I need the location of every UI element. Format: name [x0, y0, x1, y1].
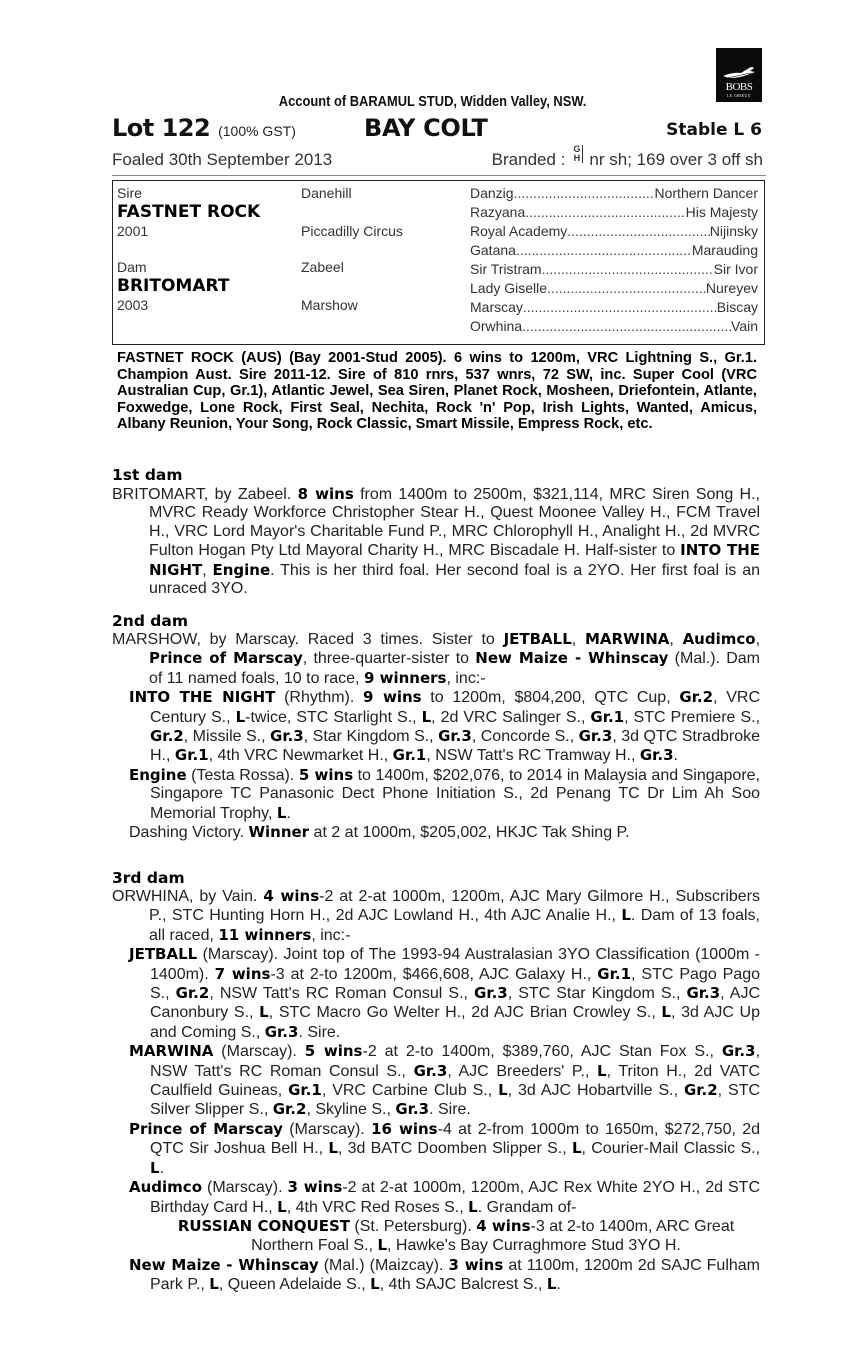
grade: Gr.3: [474, 984, 508, 1003]
text: Dashing Victory.: [129, 824, 249, 842]
grade: L: [209, 1275, 219, 1294]
winners-count: 11 winners: [218, 925, 312, 944]
text: , 3d AJC Up and Coming S.,: [150, 1004, 760, 1041]
grade: L: [370, 1275, 380, 1294]
wins: 7 wins: [214, 964, 271, 983]
wins: 5 wins: [298, 765, 354, 784]
text: to 1200m, $804,200, QTC Cup,: [421, 689, 680, 707]
text: .: [159, 1159, 165, 1177]
text: .: [286, 804, 291, 822]
grade: Gr.1: [174, 746, 209, 765]
grade: Gr.3: [270, 727, 304, 746]
text: (Marscay).: [202, 1179, 288, 1197]
text: BRITOMART, by Zabeel.: [112, 486, 298, 503]
spacer: [301, 240, 403, 258]
grade: Gr.1: [288, 1081, 322, 1100]
progeny-audimco: [112, 1178, 760, 1217]
progeny-russian-conquest: [112, 1217, 760, 1256]
wins: 8 wins: [297, 485, 354, 503]
grade: Gr.3: [395, 1100, 430, 1119]
grade: Gr.2: [679, 688, 714, 707]
grade: L: [328, 1139, 338, 1158]
sire-label: Sire: [117, 185, 142, 201]
grade: L: [150, 1158, 160, 1177]
leader-dots: [525, 203, 685, 222]
wins: 16 wins: [371, 1119, 438, 1138]
grade: Gr.3: [438, 727, 472, 746]
second-dam-heading: 2nd dam: [112, 612, 189, 630]
leader-dots: [567, 222, 709, 241]
text: , Queen Adelaide S.,: [218, 1276, 371, 1294]
text: , NSW Tatt's RC Roman Consul S.,: [150, 1043, 761, 1080]
text: (Marscay).: [213, 1043, 305, 1061]
text: , Courier-Mail Classic S.,: [581, 1140, 761, 1158]
text: MARSHOW, by Marscay. Raced 3 times. Sister to: [112, 631, 504, 648]
grade: L: [468, 1197, 478, 1216]
first-dam-heading: 1st dam: [112, 466, 183, 484]
text: (Rhythm).: [275, 689, 364, 707]
pedigree-row: [470, 241, 758, 260]
horse-name: JETBALL: [503, 630, 572, 648]
horse-name: Audimco: [129, 1178, 202, 1197]
stable-location: Stable L 6: [666, 120, 762, 140]
pedigree-table: [112, 180, 765, 345]
leader-dots: [522, 317, 731, 336]
grade: Gr.1: [392, 746, 427, 765]
granddam-maternal: Marshow: [301, 297, 358, 313]
third-dam-section: [112, 887, 760, 1295]
ancestor-sire: Vain: [731, 318, 758, 334]
second-dam-section: [112, 630, 760, 842]
pedigree-parents: [117, 184, 260, 314]
ancestor-sire: Nijinsky: [709, 223, 758, 239]
progeny-dashing-victory: [112, 823, 760, 842]
winner: Winner: [248, 823, 310, 842]
text: , Hawke's Bay Curraghmore Stud 3YO H.: [387, 1237, 681, 1255]
brand-description: nr sh; 169 over 3 off sh: [589, 150, 763, 169]
text: , inc:-: [311, 926, 351, 944]
grade: Gr.3: [721, 1042, 756, 1061]
text: ,: [202, 561, 213, 579]
text: -4 at 2-from 1000m to 1650m, $272,750, 2d QTC Sir Joshua Bell H.,: [150, 1120, 760, 1158]
ancestor: Marscay: [470, 299, 523, 315]
text: , Star Kingdom S.,: [303, 728, 439, 746]
grade: Gr.3: [578, 727, 613, 746]
ancestor-sire: Marauding: [691, 242, 758, 258]
grade: Gr.1: [597, 964, 632, 983]
text: (Testa Rossa).: [186, 766, 299, 784]
grade: Gr.3: [639, 746, 674, 765]
horse-name: Audimco: [682, 630, 756, 648]
ancestor-sire: Biscay: [716, 299, 758, 315]
progeny-engine: [112, 766, 760, 823]
ancestor: Royal Academy: [470, 223, 568, 239]
text: (Marscay). Joint top of The 1993-94 Australasian 3YO Classification (1000m - 1400m).: [150, 946, 760, 983]
pedigree-row: [470, 260, 758, 279]
text: , 3d BATC Doomben Slipper S.,: [337, 1140, 572, 1158]
text: , NSW Tatt's RC Tramway H.,: [426, 747, 640, 765]
text: , 3d QTC Stradbroke H.,: [150, 728, 761, 765]
text: .: [673, 747, 678, 765]
text: -twice, STC Starlight S.,: [245, 708, 422, 726]
grade: L: [421, 707, 432, 726]
horse-name: New Maize - Whinscay: [129, 1255, 319, 1274]
horse-name: MARWINA: [584, 630, 670, 648]
horse-name: RUSSIAN CONQUEST: [177, 1216, 350, 1235]
pedigree-row: [470, 203, 758, 222]
pedigree-great-grandparents: [470, 184, 758, 336]
spacer: [117, 240, 260, 258]
text: . Sire.: [429, 1101, 471, 1119]
grade: L: [597, 1061, 607, 1080]
text: from 1400m to 2500m, $321,114, MRC Siren Song H., MVRC Ready Workforce Christopher Stear H., Quest Moonee Valley H., FCM Travel H., VRC Lord Mayor's Charitable Fund P., MRC Chlorophyll H., Analight H., 2d MVRC Fulton Hogan Pty Ltd Mayoral Charity H., MRC Biscadale H. Half-sister to: [149, 486, 760, 560]
wins: 4 wins: [476, 1216, 531, 1235]
text: -3 at 2-to 1400m, ARC Great Northern Foal S.,: [251, 1217, 735, 1255]
grade: Gr.1: [590, 707, 625, 726]
grade: L: [546, 1275, 557, 1294]
horse-name: INTO THE NIGHT: [129, 688, 276, 707]
horse-name: JETBALL: [129, 945, 198, 964]
text: ,: [669, 631, 683, 648]
horse-name: Engine: [129, 765, 187, 784]
horse-sex-colour: BAY COLT: [364, 114, 488, 142]
grade: Gr.2: [175, 984, 210, 1003]
grade: L: [235, 707, 246, 726]
text: . Sire.: [298, 1023, 341, 1041]
ancestor: Orwhina: [470, 318, 523, 334]
grade: Gr.2: [683, 1081, 718, 1100]
sire-year: 2001: [117, 223, 149, 239]
dam-name: BRITOMART: [117, 276, 230, 296]
horse-name: MARWINA: [129, 1042, 214, 1061]
grade: L: [571, 1139, 582, 1158]
grandsire-maternal: Zabeel: [301, 259, 344, 275]
ancestor-sire: Sir Ivor: [713, 261, 758, 277]
branded-label: Branded :: [491, 150, 566, 169]
grade: L: [621, 906, 631, 925]
brand-mark-icon: [573, 145, 583, 163]
bird-logo-icon: [721, 64, 757, 82]
sire-name: FASTNET ROCK: [117, 202, 261, 222]
lot-number: [112, 114, 296, 142]
pedigree-row: [470, 184, 758, 203]
text: (St. Petersburg).: [349, 1217, 477, 1235]
first-dam-text: [112, 485, 760, 598]
wins: 4 wins: [263, 887, 320, 905]
text: -3 at 2-to 1200m, $466,608, AJC Galaxy H.,: [270, 965, 598, 983]
horse-name: Prince of Marscay: [149, 649, 303, 668]
text: -2 at 2-to 1400m, $389,760, AJC Stan Fox S.,: [362, 1043, 722, 1061]
text: , AJC Breeders' P.,: [447, 1062, 598, 1080]
pedigree-grandparents: [301, 184, 403, 314]
leader-dots: [514, 184, 655, 203]
text: , 4th VRC Newmarket H.,: [208, 747, 393, 765]
text: , inc:-: [446, 669, 486, 687]
spacer: [301, 202, 403, 222]
text: , STC Macro Go Welter H., 2d AJC Brian Crowley S.,: [268, 1004, 662, 1022]
granddam-paternal: Piccadilly Circus: [301, 223, 403, 239]
text: , STC Pago Pago S.,: [150, 965, 761, 1003]
brand-info: [491, 144, 763, 170]
text: ORWHINA, by Vain.: [112, 888, 264, 905]
horse-name: New Maize - Whinscay: [475, 649, 669, 668]
text: -2 at 2-at 1000m, 1200m, AJC Mary Gilmore H., Subscribers P., STC Hunting Horn H., 2d AJC Lowland H., 4th AJC Analie H.,: [149, 888, 761, 925]
text: , STC Star Kingdom S.,: [507, 985, 687, 1003]
text: (Mal.). Dam of 11 named foals, 10 to race,: [149, 650, 761, 687]
grade: Gr.2: [272, 1100, 307, 1119]
text: , 3d AJC Hobartville S.,: [507, 1082, 684, 1100]
pedigree-row: [470, 279, 758, 298]
logo-title: BOBS: [725, 81, 753, 93]
text: .: [556, 1276, 561, 1294]
foaling-date: Foaled 30th September 2013: [112, 150, 333, 169]
grade: Gr.3: [264, 1022, 299, 1041]
progeny-new-maize-whinscay: [112, 1256, 760, 1295]
progeny-jetball: [112, 945, 760, 1042]
grade: L: [377, 1236, 387, 1255]
grade: Gr.3: [413, 1061, 448, 1080]
third-dam-heading: 3rd dam: [112, 869, 185, 887]
header-divider: [112, 175, 766, 176]
horse-name: Prince of Marscay: [129, 1119, 283, 1138]
text: (Marscay).: [282, 1120, 372, 1138]
logo-subtitle: LE GRIEUX: [727, 93, 751, 98]
dam-label: Dam: [117, 259, 147, 275]
lot-label: Lot 122: [112, 114, 211, 142]
grade: Gr.3: [686, 984, 721, 1003]
wins: 9 wins: [363, 688, 422, 707]
ancestor-sire: Nureyev: [705, 280, 758, 296]
progeny-marwina: [112, 1042, 760, 1120]
text: , STC Premiere S.,: [624, 708, 761, 726]
text: ,: [755, 631, 761, 648]
gst-note: (100% GST): [218, 123, 296, 139]
grade: L: [259, 1003, 269, 1022]
leader-dots: [547, 279, 706, 298]
text: , VRC Century S.,: [150, 689, 761, 726]
ancestor-sire: His Majesty: [685, 204, 758, 220]
second-dam-intro: [112, 630, 760, 688]
ancestor: Razyana: [470, 204, 526, 220]
sire-summary: FASTNET ROCK (AUS) (Bay 2001-Stud 2005). 6 wins to 1200m, VRC Lightning S., Gr.1. Champion Aust. Sire 2011-12. Sire of 810 rnrs, 537 wnrs, 72 SW, inc. Super Cool (VRC Australian Cup, Gr.1), Atlantic Jewel, Sea Siren, Planet Rock, Mosheen, Driefontein, Atlante, Foxwedge, Lone Rock, First Seal, Nechita, Rock 'n' Pop, Irish Lights, Wanted, Amicus, Albany Reunion, Your Song, Rock Classic, Smart Missile, Empress Rock, etc.: [117, 350, 757, 432]
text: , 4th SAJC Balcrest S.,: [379, 1276, 547, 1294]
ancestor: Danzig: [470, 185, 514, 201]
pedigree-row: [470, 317, 758, 336]
leader-dots: [523, 298, 717, 317]
ancestor: Sir Tristram: [470, 261, 542, 277]
grade: L: [277, 1197, 287, 1216]
text: . Dam of 13 foals, all raced,: [149, 907, 760, 944]
ancestor: Lady Giselle: [470, 280, 548, 296]
sibling-name: Engine: [212, 560, 271, 579]
text: , 2d VRC Salinger S.,: [431, 708, 591, 726]
text: . Grandam of-: [477, 1198, 577, 1216]
pedigree-row: [470, 298, 758, 317]
brand-top: G: [573, 144, 581, 154]
text: , three-quarter-sister to: [302, 650, 476, 668]
third-dam-intro: [112, 887, 760, 945]
text: , NSW Tatt's RC Roman Consul S.,: [209, 985, 475, 1003]
leader-dots: [516, 241, 692, 260]
ancestor-sire: Northern Dancer: [654, 185, 758, 201]
text: , 4th VRC Red Roses S.,: [286, 1198, 469, 1216]
grandsire-paternal: Danehill: [301, 185, 352, 201]
text: , Missile S.,: [183, 728, 271, 746]
first-dam-section: [112, 485, 760, 598]
wins: 5 wins: [304, 1042, 363, 1061]
pedigree-row: [470, 222, 758, 241]
text: , AJC Canonbury S.,: [150, 985, 761, 1022]
progeny-into-the-night: [112, 688, 760, 766]
text: , Triton H., 2d VATC Caulfield Guineas,: [150, 1062, 761, 1100]
text: at 2 at 1000m, $205,002, HKJC Tak Shing P.: [309, 824, 630, 842]
grade: L: [661, 1003, 671, 1022]
text: , Concorde S.,: [471, 728, 579, 746]
text: . This is her third foal. Her second foal is a 2YO. Her first foal is an unraced 3YO.: [149, 561, 761, 598]
grade: L: [498, 1081, 508, 1100]
wins: 3 wins: [287, 1178, 343, 1197]
text: to 1400m, $202,076, to 2014 in Malaysia and Singapore, Singapore TC Panasonic Dect Phone Initiation S., 2d Penang TC Dr Lim Ah Soo Memorial Trophy,: [150, 766, 761, 822]
grade: L: [276, 803, 287, 822]
dam-year: 2003: [117, 297, 149, 313]
text: , VRC Carbine Club S.,: [321, 1082, 499, 1100]
text: at 1100m, 1200m 2d SAJC Fulham Park P.,: [150, 1256, 761, 1294]
text: , STC Silver Slipper S.,: [150, 1082, 761, 1119]
text: -2 at 2-at 1000m, 1200m, AJC Rex White 2YO H., 2d STC Birthday Card H.,: [150, 1179, 760, 1216]
ancestor: Gatana: [470, 242, 516, 258]
leader-dots: [542, 260, 714, 279]
text: ,: [571, 631, 585, 648]
winners-count: 9 winners: [363, 668, 447, 687]
vendor-account: Account of BARAMUL STUD, Widden Valley, NSW.: [278, 93, 587, 110]
text: (Mal.) (Maizcay).: [318, 1256, 449, 1274]
grade: Gr.2: [150, 727, 184, 746]
wins: 3 wins: [448, 1255, 504, 1274]
spacer: [301, 276, 403, 296]
brand-bottom: H: [573, 153, 581, 163]
text: , Skyline S.,: [306, 1101, 396, 1119]
sibling-name: INTO THE NIGHT: [149, 541, 760, 579]
progeny-prince-of-marscay: [112, 1120, 760, 1178]
